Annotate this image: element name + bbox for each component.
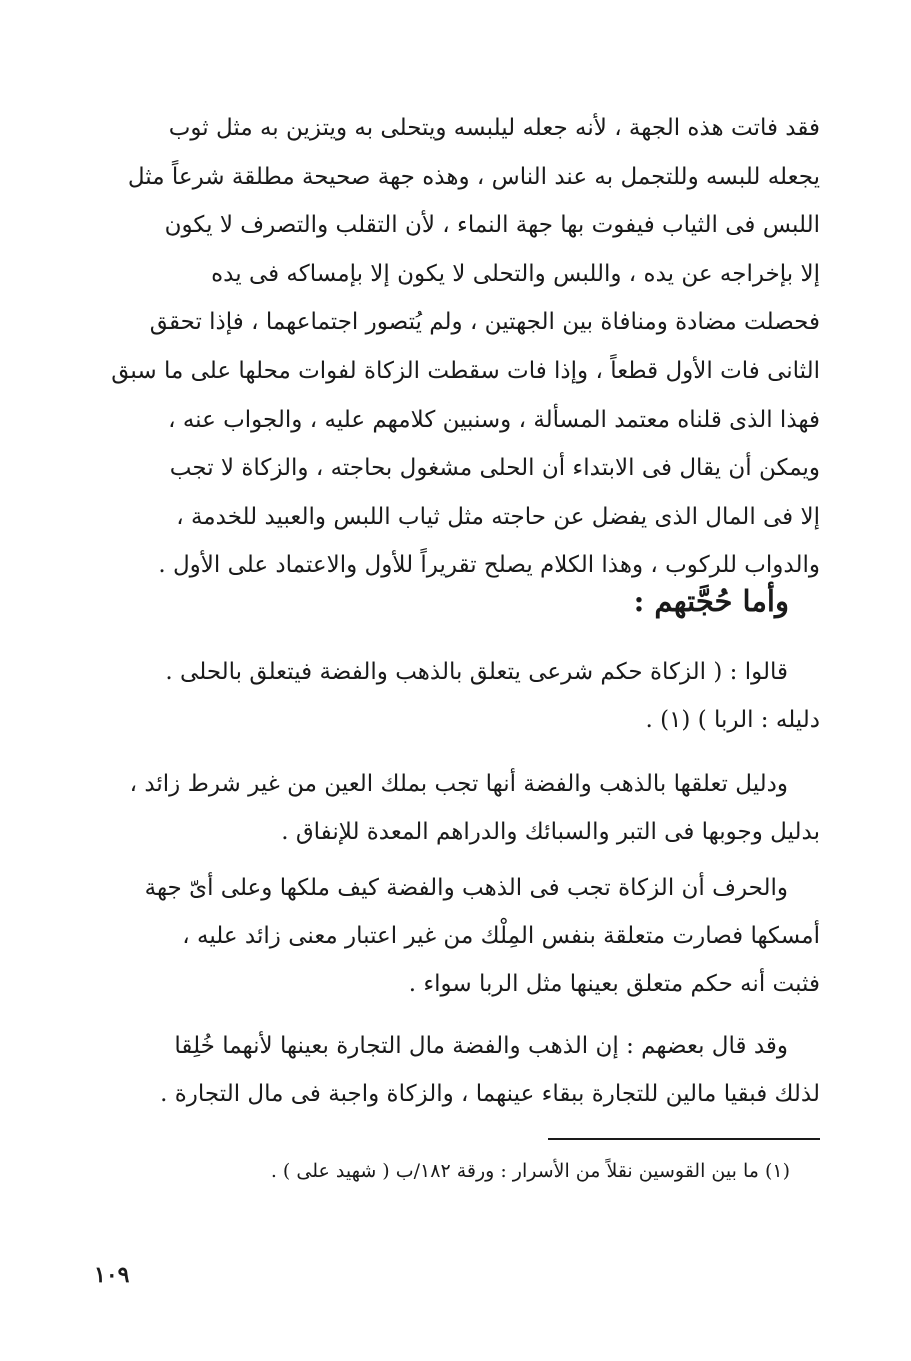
text-line: الثانى فات الأول قطعاً ، وإذا فات سقطت الزكاة لفوات محلها على ما سبق	[111, 357, 820, 384]
paragraph-5	[100, 1022, 820, 1118]
text-line: دليله : الربا ) (١) .	[645, 707, 820, 733]
page-number: ١٠٩	[94, 1262, 130, 1288]
text-line: أمسكها فصارت متعلقة بنفس المِلْك من غير اعتبار معنى زائد عليه ،	[182, 923, 820, 949]
text-line: إلا فى المال الذى يفضل عن حاجته مثل ثياب اللبس والعبيد للخدمة ،	[176, 503, 820, 530]
text-line: والدواب للركوب ، وهذا الكلام يصلح تقريراً للأول والاعتماد على الأول .	[158, 552, 820, 579]
paragraph-1	[100, 104, 820, 590]
paragraph-3	[100, 760, 820, 856]
footnote: (١) ما بين القوسين نقلاً من الأسرار : ورقة ١٨٢/ب ( شهيد على ) .	[270, 1160, 790, 1182]
footnote-divider	[548, 1138, 820, 1140]
text-line: فحصلت مضادة ومنافاة بين الجهتين ، ولم يُتصور اجتماعهما ، فإذا تحقق	[149, 309, 820, 336]
text-line: إلا بإخراجه عن يده ، واللبس والتحلى لا يكون إلا بإمساكه فى يده	[211, 260, 820, 287]
text-line: والحرف أن الزكاة تجب فى الذهب والفضة كيف ملكها وعلى أىّ جهة	[144, 875, 788, 901]
text-line: يجعله للبسه وللتجمل به عند الناس ، وهذه جهة صحيحة مطلقة شرعاً مثل	[127, 163, 820, 190]
text-line: فقد فاتت هذه الجهة ، لأنه جعله ليلبسه ويتحلى به ويتزين به مثل ثوب	[168, 115, 820, 141]
text-line: وقد قال بعضهم : إن الذهب والفضة مال التجارة بعينها لأنهما خُلِقا	[174, 1033, 788, 1059]
text-line: فهذا الذى قلناه معتمد المسألة ، وسنبين كلامهم عليه ، والجواب عنه ،	[168, 406, 820, 433]
text-line: اللبس فى الثياب فيفوت بها جهة النماء ، لأن التقلب والتصرف لا يكون	[164, 212, 820, 239]
text-line: ويمكن أن يقال فى الابتداء أن الحلى مشغول بحاجته ، والزكاة لا تجب	[169, 455, 820, 482]
section-heading: وأما حُجَّتهم :	[633, 584, 789, 618]
text-line: قالوا : ( الزكاة حكم شرعى يتعلق بالذهب والفضة فيتعلق بالحلى .	[165, 659, 788, 685]
text-line: فثبت أنه حكم متعلق بعينها مثل الربا سواء .	[408, 971, 820, 997]
text-line: لذلك فبقيا مالين للتجارة ببقاء عينهما ، والزكاة واجبة فى مال التجارة .	[160, 1081, 820, 1107]
text-line: ودليل تعلقها بالذهب والفضة أنها تجب بملك العين من غير شرط زائد ،	[129, 771, 788, 797]
text-line: بدليل وجوبها فى التبر والسبائك والدراهم المعدة للإنفاق .	[281, 819, 820, 845]
paragraph-4	[100, 864, 820, 1008]
paragraph-2	[100, 648, 820, 744]
